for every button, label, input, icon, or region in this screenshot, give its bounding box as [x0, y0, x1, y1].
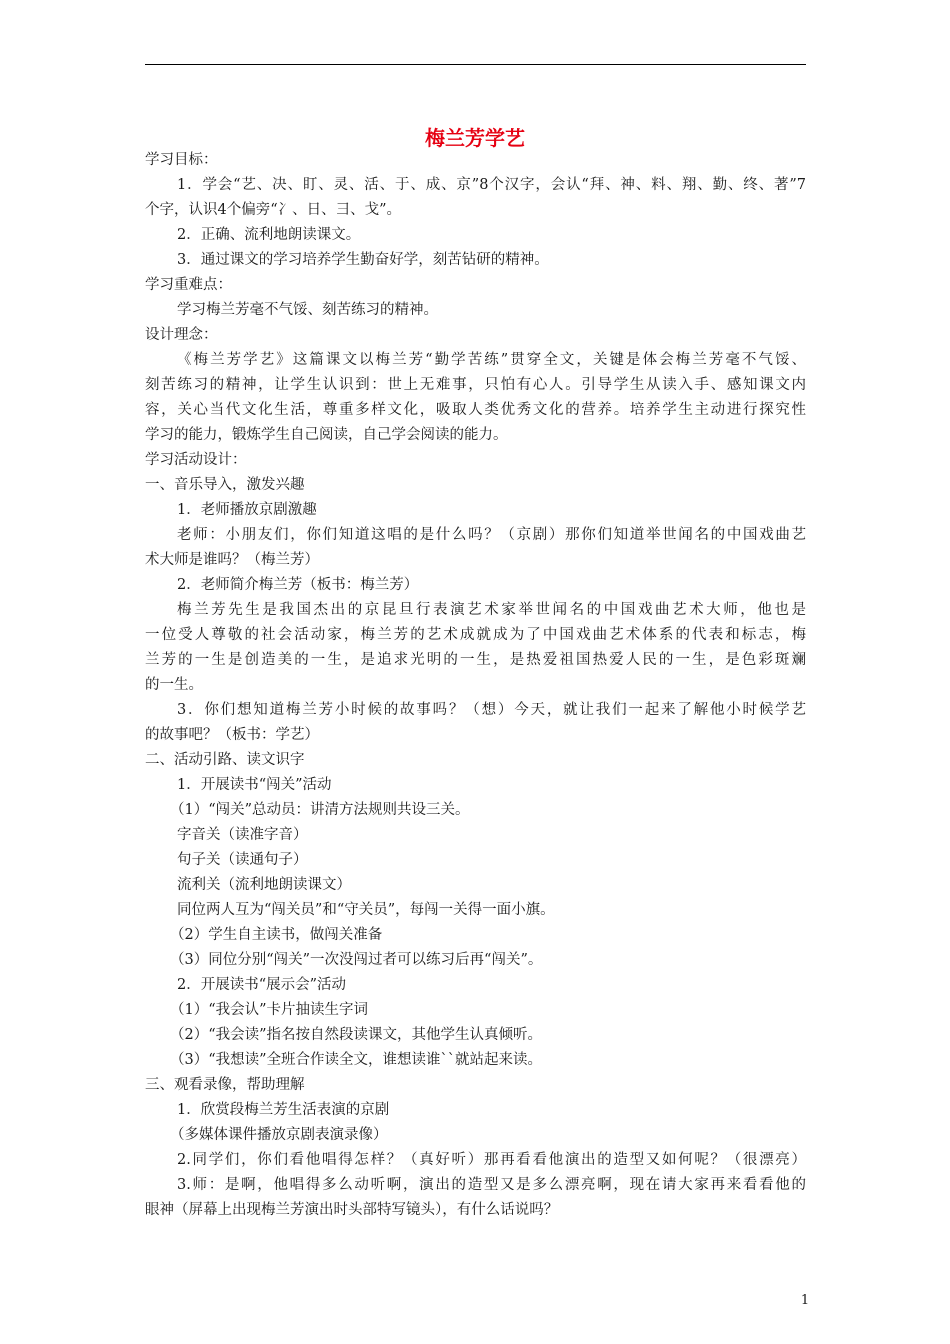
body-line: 梅兰芳先生是我国杰出的京昆旦行表演艺术家举世闻名的中国戏曲艺术大师，他也是 [177, 602, 806, 618]
body-line: （1）“闯关”总动员：讲清方法规则共设三关。 [170, 802, 470, 818]
body-line: 2．老师简介梅兰芳（板书：梅兰芳） [177, 577, 419, 593]
body-line: 流利关（流利地朗读课文） [177, 877, 351, 893]
body-line: 3．通过课文的学习培养学生勤奋好学，刻苦钻研的精神。 [177, 252, 549, 268]
body-line: 一、音乐导入，激发兴趣 [145, 477, 305, 493]
body-line: 3．你们想知道梅兰芳小时候的故事吗？（想）今天，就让我们一起来了解他小时候学艺 [177, 702, 806, 718]
body-line: 2.同学们，你们看他唱得怎样？（真好听）那再看看他演出的造型又如何呢？（很漂亮） [177, 1152, 806, 1168]
body-line: 字音关（读准字音） [177, 827, 308, 843]
body-line: 学习目标： [145, 152, 218, 168]
body-line: 容，关心当代文化生活，尊重多样文化，吸取人类优秀文化的营养。培养学生主动进行探究性 [145, 402, 806, 418]
body-line: （多媒体课件播放京剧表演录像） [170, 1127, 388, 1143]
document-body [145, 148, 806, 1223]
body-line: 同位两人互为“闯关员”和“守关员”，每闯一关得一面小旗。 [177, 902, 555, 918]
body-line: （2）学生自主读书，做闯关准备 [170, 927, 383, 943]
body-line: 1．开展读书“闯关”活动 [177, 777, 332, 793]
body-line: 学习的能力，锻炼学生自己阅读，自己学会阅读的能力。 [145, 427, 508, 443]
body-line: 一位受人尊敬的社会活动家，梅兰芳的艺术成就成为了中国戏曲艺术体系的代表和标志，梅 [145, 627, 806, 643]
body-line: 兰芳的一生是创造美的一生，是追求光明的一生，是热爱祖国热爱人民的一生，是色彩斑斓 [145, 652, 806, 668]
body-line: 的故事吧？（板书：学艺） [145, 727, 319, 743]
body-line: （2）“我会读”指名按自然段读课文，其他学生认真倾听。 [170, 1027, 543, 1043]
body-line: 句子关（读通句子） [177, 852, 308, 868]
body-line: 学习活动设计： [145, 452, 247, 468]
body-line: 学习重难点： [145, 277, 232, 293]
body-line: 的一生。 [145, 677, 203, 693]
body-line: （3）“我想读”全班合作读全文，谁想读谁``就站起来读。 [170, 1052, 543, 1068]
body-line: 3.师：是啊，他唱得多么动听啊，演出的造型又是多么漂亮啊，现在请大家再来看看他的 [177, 1177, 806, 1193]
body-line: 三、观看录像，帮助理解 [145, 1077, 305, 1093]
body-line: 刻苦练习的精神，让学生认识到：世上无难事，只怕有心人。引导学生从读入手、感知课文内 [145, 377, 806, 393]
body-line: 2．正确、流利地朗读课文。 [177, 227, 361, 243]
page-number: 1 [800, 1293, 810, 1308]
document-title: 梅兰芳学艺 [425, 126, 525, 150]
body-line: 术大师是谁吗？（梅兰芳） [145, 552, 319, 568]
body-line: （1）“我会认”卡片抽读生字词 [170, 1002, 369, 1018]
body-line: 老师：小朋友们，你们知道这唱的是什么吗？（京剧）那你们知道举世闻名的中国戏曲艺 [177, 527, 806, 543]
body-line: 2．开展读书“展示会”活动 [177, 977, 347, 993]
header-rule [145, 64, 806, 65]
body-line: 设计理念： [145, 327, 218, 343]
body-line: 《梅兰芳学艺》这篇课文以梅兰芳“勤学苦练”贯穿全文，关键是体会梅兰芳毫不气馁、 [177, 352, 806, 368]
body-line: 1．老师播放京剧激趣 [177, 502, 317, 518]
body-line: 眼神（屏幕上出现梅兰芳演出时头部特写镜头），有什么话说吗？ [145, 1202, 559, 1218]
body-line: （3）同位分别“闯关”一次没闯过者可以练习后再“闯关”。 [170, 952, 543, 968]
body-line: 二、活动引路、读文识字 [145, 752, 305, 768]
body-line: 1．学会“艺、决、盯、灵、活、于、成、京”8个汉字，会认“拜、神、料、翔、勤、终、著”7 [177, 177, 806, 193]
body-line: 学习梅兰芳毫不气馁、刻苦练习的精神。 [177, 302, 438, 318]
body-line: 个字，认识4个偏旁“冫、日、彐、戈”。 [145, 202, 402, 218]
body-line: 1．欣赏段梅兰芳生活表演的京剧 [177, 1102, 390, 1118]
